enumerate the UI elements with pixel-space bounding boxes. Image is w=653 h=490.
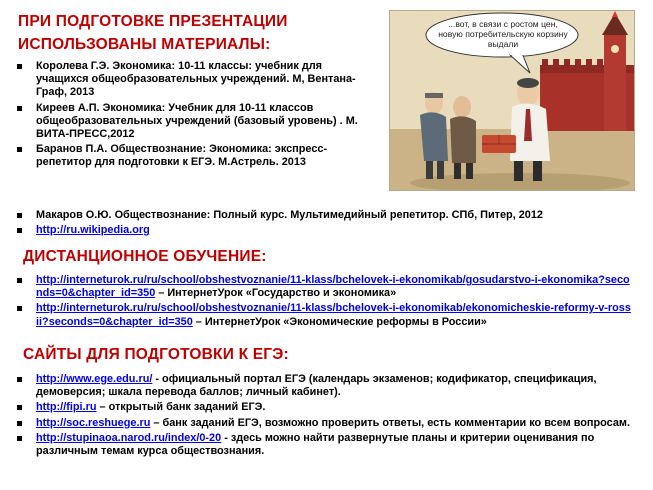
speech-bubble-text: ...вот, в связи с ростом цен, новую потребительскую корзину выдали <box>438 19 568 49</box>
bullet-icon <box>17 421 22 426</box>
exam-item-text: – открытый банк заданий ЕГЭ. <box>96 401 266 414</box>
cartoon-illustration <box>389 10 635 191</box>
materials-item-text: Королева Г.Э. Экономика: 10-11 классы: учебник для учащихся общеобразовательных учреждений. М, Вентана-Граф, 2013 <box>36 60 356 99</box>
distance-list <box>14 274 632 331</box>
exam-item-text: - здесь можно найти развернутые планы и критерии оценивания по различным темам курса обществознания. <box>36 431 595 458</box>
exam-item <box>14 432 632 458</box>
bullet-icon <box>17 213 22 218</box>
exam-link[interactable]: http://fipi.ru <box>36 401 97 414</box>
materials-item <box>14 102 369 142</box>
distance-item <box>14 302 632 328</box>
bullet-icon <box>17 64 22 69</box>
bullet-icon <box>17 228 22 233</box>
bullet-icon <box>17 436 22 441</box>
bullet-icon <box>17 306 22 311</box>
distance-item-text: – ИнтернетУрок «Государство и экономика» <box>155 287 397 300</box>
distance-heading: ДИСТАНЦИОННОЕ ОБУЧЕНИЕ: <box>23 248 267 265</box>
exam-link[interactable]: http://stupinaoa.narod.ru/index/0-20 <box>36 431 222 444</box>
materials-item <box>14 143 369 169</box>
materials-item <box>14 224 639 237</box>
exam-link[interactable]: http://soc.reshuege.ru <box>36 416 151 429</box>
distance-link[interactable]: http://interneturok.ru/ru/school/obshestvoznanie/11-klass/bchelovek-i-ekonomikab/ekonomicheskie-reformy-v-rossii?seconds=0&chapter_id=350 <box>36 302 631 328</box>
bullet-icon <box>17 405 22 410</box>
exam-list <box>14 373 632 460</box>
materials-item <box>14 209 639 222</box>
bullet-icon <box>17 278 22 283</box>
distance-item <box>14 274 632 300</box>
materials-list-wide <box>14 209 639 239</box>
exam-item-text: - официальный портал ЕГЭ (календарь экзаменов; кодификатор, спецификация, демоверсия; шкала перевода баллов; личный кабинет). <box>36 373 597 399</box>
materials-list <box>14 60 369 172</box>
distance-item-text: – ИнтернетУрок «Экономические реформы в России» <box>192 315 487 328</box>
exam-item <box>14 373 632 399</box>
distance-link[interactable]: http://interneturok.ru/ru/school/obshestvoznanie/11-klass/bchelovek-i-ekonomikab/gosudarstvo-i-ekonomika?seconds=0&chapter_id=350 <box>36 274 630 300</box>
materials-item-text: Баранов П.А. Обществознание: Экономика: экспресс-репетитор для подготовки к ЕГЭ. М.Астрель. 2013 <box>36 143 328 169</box>
wikipedia-link[interactable]: http://ru.wikipedia.org <box>36 224 150 237</box>
bullet-icon <box>17 147 22 152</box>
exam-item-text: – банк заданий ЕГЭ, возможно проверить ответы, есть комментарии ко всем вопросам. <box>150 416 630 429</box>
exam-link[interactable]: http://www.ege.edu.ru/ <box>36 373 153 385</box>
materials-item-text: Макаров О.Ю. Обществознание: Полный курс. Мультимедийный репетитор. СПб, Питер, 2012 <box>36 209 543 221</box>
exam-heading: САЙТЫ ДЛЯ ПОДГОТОВКИ К ЕГЭ: <box>23 346 289 363</box>
exam-item <box>14 401 632 414</box>
exam-item <box>14 417 632 430</box>
materials-item-text: Киреев А.П. Экономика: Учебник для 10-11 классов общеобразовательных учреждений (базовый уровень) . М. ВИТА-ПРЕСС,2012 <box>36 101 358 141</box>
bullet-icon <box>17 106 22 111</box>
materials-heading-line1: ПРИ ПОДГОТОВКЕ ПРЕЗЕНТАЦИИ <box>18 13 288 30</box>
bullet-icon <box>17 377 22 382</box>
materials-heading-line2: ИСПОЛЬЗОВАНЫ МАТЕРИАЛЫ: <box>18 36 271 53</box>
materials-item <box>14 60 369 100</box>
